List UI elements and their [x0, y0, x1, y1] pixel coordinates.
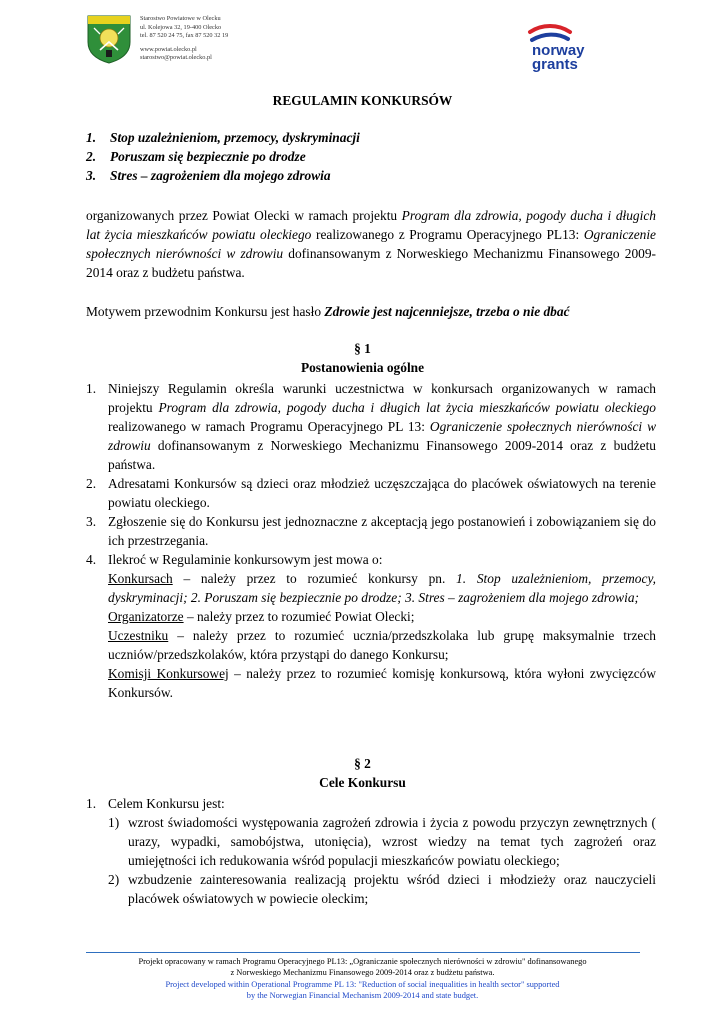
coat-of-arms-icon	[86, 14, 132, 64]
definition-participant: Uczestniku – należy przez to rozumieć ucznia/przedszkolaka lub grupę maksymalnie trzech uczniów/przedszkolaków, która przystąpi do danego Konkursu;	[108, 628, 656, 662]
contest-item: 2. Poruszam się bezpiecznie po drodze	[86, 149, 306, 164]
list-item: 3. Zgłoszenie się do Konkursu jest jednoznaczne z akceptacją jego postanowień i zobowiązaniem się do ich przestrzegania.	[86, 514, 656, 548]
logo-word-norway: norway	[532, 42, 585, 59]
logo-arc-blue	[532, 35, 568, 40]
footer-polish: Projekt opracowany w ramach Programu Operacyjnego PL13: „Ograniczanie społecznych nierówności w zdrowiu" dofinansowanego z Norweskiego Mechanizmu Finansowego 2009-2014 oraz z budżetu państwa.	[138, 957, 587, 977]
list-item: 1. Niniejszy Regulamin określa warunki uczestnictwa w konkursach organizowanych w ramach projektu Program dla zdrowia, pogody ducha i długich lat życia mieszkańców powiatu oleckiego realizowanego w ramach Programu Operacyjnego PL 13: Ograniczenie społecznych nierówności w zdrowiu dofinansowanym z Norweskiego Mechanizmu Finansowego 2009-2014 oraz z budżetu państwa.	[86, 381, 656, 472]
office-address	[140, 15, 228, 63]
intro-paragraph: organizowanych przez Powiat Olecki w ramach projektu Program dla zdrowia, pogody ducha i długich lat życia mieszkańców powiatu oleckiego realizowanego z Programu Operacyjnego PL13: Ograniczenie społecznych nierówności w zdrowiu dofinansowanym z Norweskiego Mechanizmu Finansowego 2009-2014 oraz z budżetu państwa.	[86, 208, 657, 280]
logo-arc-red	[530, 26, 570, 32]
norway-grants-logo	[524, 22, 620, 72]
section-2-list	[86, 794, 656, 908]
motto-paragraph: Motywem przewodnim Konkursu jest hasło Zdrowie jest najcenniejsze, trzeba o nie dbać	[86, 304, 570, 319]
footer-english: Project developed within Operational Programme PL 13: "Reduction of social inequalities in health sector" supported by the Norwegian Financial Mechanism 2009-2014 and state budget.	[165, 980, 560, 1000]
office-street: ul. Kolejowa 32, 19-400 Olecko	[140, 23, 222, 31]
goals-list	[86, 813, 656, 908]
contest-item: 3. Stres – zagrożeniem dla mojego zdrowia	[86, 168, 331, 183]
document-title: REGULAMIN KONKURSÓW	[272, 93, 453, 108]
definition-committee: Komisji Konkursowej – należy przez to rozumieć komisję konkursową, która wyłoni zwycięzców Konkursów.	[108, 666, 657, 700]
list-item: 1. Celem Konkursu jest:	[86, 796, 225, 811]
section-2-sign: § 2	[354, 756, 371, 771]
list-item: 4. Ilekroć w Regulaminie konkursowym jest mowa o: Konkursach – należy przez to rozumieć konkursy pn. 1. Stop uzależnieniom, przemocy, dyskryminacji; 2. Poruszam się bezpiecznie po drodze; 3. Stres – zagrożeniem dla mojego zdrowia; Organizatorze – należy przez to rozumieć Powiat Olecki; Uczestniku – należy przez to rozumieć ucznia/przedszkolaka lub grupę maksymalnie trzech uczniów/przedszkolaków, która przystąpi do danego Konkursu; Komisji Konkursowej – należy przez to rozumieć komisję konkursową, która wyłoni zwycięzców Konkursów.	[86, 552, 657, 700]
definition-contests: Konkursach – należy przez to rozumieć konkursy pn. 1. Stop uzależnieniom, przemocy, dyskryminacji; 2. Poruszam się bezpiecznie po drodze; 3. Stres – zagrożeniem dla mojego zdrowia;	[108, 571, 656, 605]
contest-item: 1. Stop uzależnieniom, przemocy, dyskryminacji	[86, 130, 360, 145]
section-1-heading: Postanowienia ogólne	[300, 360, 425, 375]
office-phone: tel. 87 520 24 75, fax 87 520 32 19	[140, 32, 229, 40]
section-1-list	[86, 379, 656, 702]
office-website: www.powiat.olecko.pl	[140, 45, 197, 53]
goal-item: 2) wzbudzenie zainteresowania realizacją projektu wśród dzieci i młodzieży oraz nauczycieli placówek oświatowych w powiecie oleckim;	[108, 872, 656, 906]
section-2-heading: Cele Konkursu	[319, 775, 406, 790]
office-email: starostwo@powiat.olecko.pl	[140, 54, 212, 62]
footer-divider	[86, 952, 640, 953]
section-1-sign: § 1	[354, 341, 371, 356]
definitions-lead: Ilekroć w Regulaminie konkursowym jest mowa o:	[108, 552, 383, 567]
definition-organizer: Organizatorze – należy przez to rozumieć Powiat Olecki;	[108, 609, 415, 624]
office-name: Starostwo Powiatowe w Olecku	[140, 15, 221, 22]
goal-item: 1) wzrost świadomości występowania zagrożeń zdrowia i życia z powodu przyczyn zewnętrznych ( urazy, wypadki, samobójstwa, utonięcia), wzrost wiedzy na temat tych zagrożeń oraz umiejętności ich redukowania wśród populacji mieszkańców powiatu oleckiego;	[108, 815, 656, 868]
contest-list	[86, 128, 656, 185]
logo-word-grants: grants	[532, 56, 578, 72]
list-item: 2. Adresatami Konkursów są dzieci oraz młodzież uczęszczająca do placówek oświatowych na terenie powiatu oleckiego.	[86, 476, 656, 510]
